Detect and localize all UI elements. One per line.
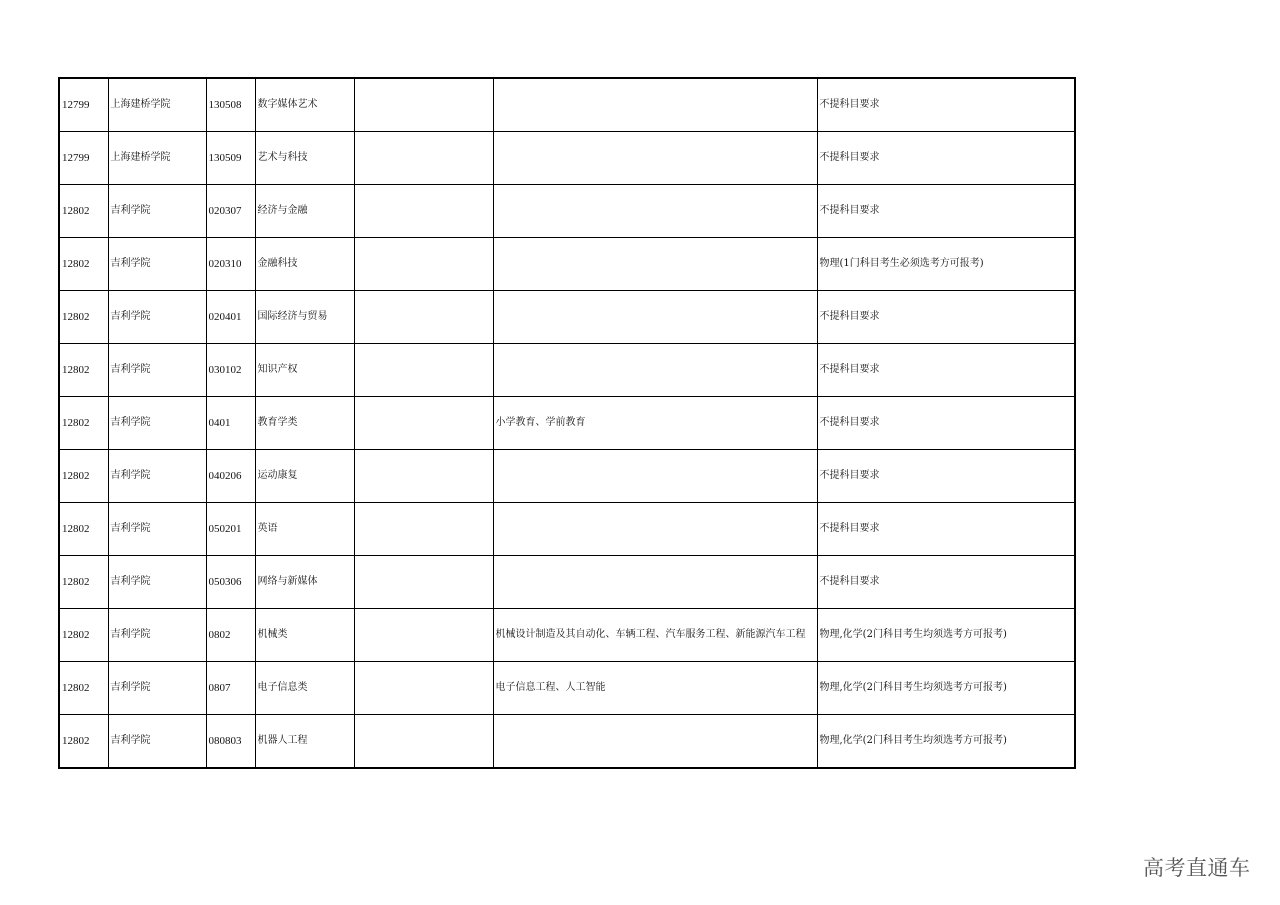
included-majors-cell: [493, 450, 817, 503]
note-cell: [354, 344, 493, 397]
major-code-cell: 130508: [206, 78, 255, 132]
major-code-cell: 0802: [206, 609, 255, 662]
note-cell: [354, 132, 493, 185]
major-name-cell: 机器人工程: [255, 715, 354, 769]
note-cell: [354, 662, 493, 715]
major-name-cell: 电子信息类: [255, 662, 354, 715]
table-row: [59, 291, 1075, 344]
subject-requirement-cell: 不提科目要求: [817, 556, 1075, 609]
school-name-cell: 吉利学院: [108, 450, 206, 503]
school-name-cell: 吉利学院: [108, 715, 206, 769]
school-name-cell: 上海建桥学院: [108, 132, 206, 185]
included-majors-cell: 小学教育、学前教育: [493, 397, 817, 450]
subject-requirement-cell: 不提科目要求: [817, 78, 1075, 132]
major-code-cell: 130509: [206, 132, 255, 185]
school-code-cell: 12802: [59, 556, 108, 609]
note-cell: [354, 78, 493, 132]
school-name-cell: 吉利学院: [108, 662, 206, 715]
school-code-cell: 12799: [59, 132, 108, 185]
major-name-cell: 运动康复: [255, 450, 354, 503]
included-majors-cell: [493, 715, 817, 769]
table-row: [59, 450, 1075, 503]
major-name-cell: 知识产权: [255, 344, 354, 397]
included-majors-cell: [493, 185, 817, 238]
school-code-cell: 12802: [59, 238, 108, 291]
school-code-cell: 12802: [59, 662, 108, 715]
school-name-cell: 吉利学院: [108, 503, 206, 556]
school-code-cell: 12802: [59, 185, 108, 238]
table-row: [59, 609, 1075, 662]
table-row: [59, 185, 1075, 238]
subject-requirement-cell: 物理(1门科目考生必须选考方可报考): [817, 238, 1075, 291]
school-code-cell: 12802: [59, 715, 108, 769]
included-majors-cell: [493, 78, 817, 132]
subject-requirement-cell: 不提科目要求: [817, 291, 1075, 344]
major-code-cell: 040206: [206, 450, 255, 503]
school-name-cell: 吉利学院: [108, 397, 206, 450]
school-code-cell: 12802: [59, 503, 108, 556]
major-name-cell: 机械类: [255, 609, 354, 662]
subject-requirement-cell: 不提科目要求: [817, 397, 1075, 450]
major-code-cell: 0807: [206, 662, 255, 715]
school-code-cell: 12802: [59, 609, 108, 662]
note-cell: [354, 715, 493, 769]
school-code-cell: 12802: [59, 344, 108, 397]
included-majors-cell: 电子信息工程、人工智能: [493, 662, 817, 715]
major-name-cell: 经济与金融: [255, 185, 354, 238]
table-row: [59, 397, 1075, 450]
note-cell: [354, 450, 493, 503]
major-code-cell: 050306: [206, 556, 255, 609]
major-name-cell: 网络与新媒体: [255, 556, 354, 609]
school-name-cell: 吉利学院: [108, 238, 206, 291]
subject-requirement-cell: 不提科目要求: [817, 344, 1075, 397]
included-majors-cell: [493, 503, 817, 556]
included-majors-cell: [493, 291, 817, 344]
school-name-cell: 吉利学院: [108, 185, 206, 238]
major-name-cell: 金融科技: [255, 238, 354, 291]
subject-requirement-cell: 物理,化学(2门科目考生均须选考方可报考): [817, 715, 1075, 769]
note-cell: [354, 503, 493, 556]
subject-requirement-cell: 不提科目要求: [817, 132, 1075, 185]
major-name-cell: 数字媒体艺术: [255, 78, 354, 132]
note-cell: [354, 291, 493, 344]
major-name-cell: 国际经济与贸易: [255, 291, 354, 344]
included-majors-cell: [493, 238, 817, 291]
major-name-cell: 教育学类: [255, 397, 354, 450]
table-row: [59, 344, 1075, 397]
table-row: [59, 503, 1075, 556]
subject-requirement-cell: 物理,化学(2门科目考生均须选考方可报考): [817, 609, 1075, 662]
school-name-cell: 吉利学院: [108, 291, 206, 344]
major-code-cell: 020310: [206, 238, 255, 291]
table-row: [59, 78, 1075, 132]
note-cell: [354, 185, 493, 238]
note-cell: [354, 397, 493, 450]
included-majors-cell: [493, 132, 817, 185]
major-code-cell: 080803: [206, 715, 255, 769]
school-name-cell: 上海建桥学院: [108, 78, 206, 132]
school-name-cell: 吉利学院: [108, 344, 206, 397]
major-code-cell: 020307: [206, 185, 255, 238]
major-code-cell: 050201: [206, 503, 255, 556]
school-name-cell: 吉利学院: [108, 556, 206, 609]
school-code-cell: 12799: [59, 78, 108, 132]
table-body: [59, 78, 1075, 768]
school-code-cell: 12802: [59, 291, 108, 344]
table-row: [59, 556, 1075, 609]
note-cell: [354, 556, 493, 609]
school-code-cell: 12802: [59, 450, 108, 503]
table-row: [59, 715, 1075, 769]
note-cell: [354, 609, 493, 662]
subject-requirement-cell: 不提科目要求: [817, 185, 1075, 238]
school-name-cell: 吉利学院: [108, 609, 206, 662]
included-majors-cell: [493, 344, 817, 397]
table-row: [59, 238, 1075, 291]
subject-requirement-cell: 不提科目要求: [817, 450, 1075, 503]
requirements-table: [58, 77, 1076, 769]
included-majors-cell: [493, 556, 817, 609]
table-row: [59, 132, 1075, 185]
major-name-cell: 艺术与科技: [255, 132, 354, 185]
included-majors-cell: 机械设计制造及其自动化、车辆工程、汽车服务工程、新能源汽车工程: [493, 609, 817, 662]
table-row: [59, 662, 1075, 715]
major-code-cell: 0401: [206, 397, 255, 450]
major-code-cell: 030102: [206, 344, 255, 397]
watermark-text: 高考直通车: [1143, 856, 1251, 880]
major-name-cell: 英语: [255, 503, 354, 556]
subject-requirement-cell: 不提科目要求: [817, 503, 1075, 556]
school-code-cell: 12802: [59, 397, 108, 450]
note-cell: [354, 238, 493, 291]
major-code-cell: 020401: [206, 291, 255, 344]
subject-requirement-cell: 物理,化学(2门科目考生均须选考方可报考): [817, 662, 1075, 715]
